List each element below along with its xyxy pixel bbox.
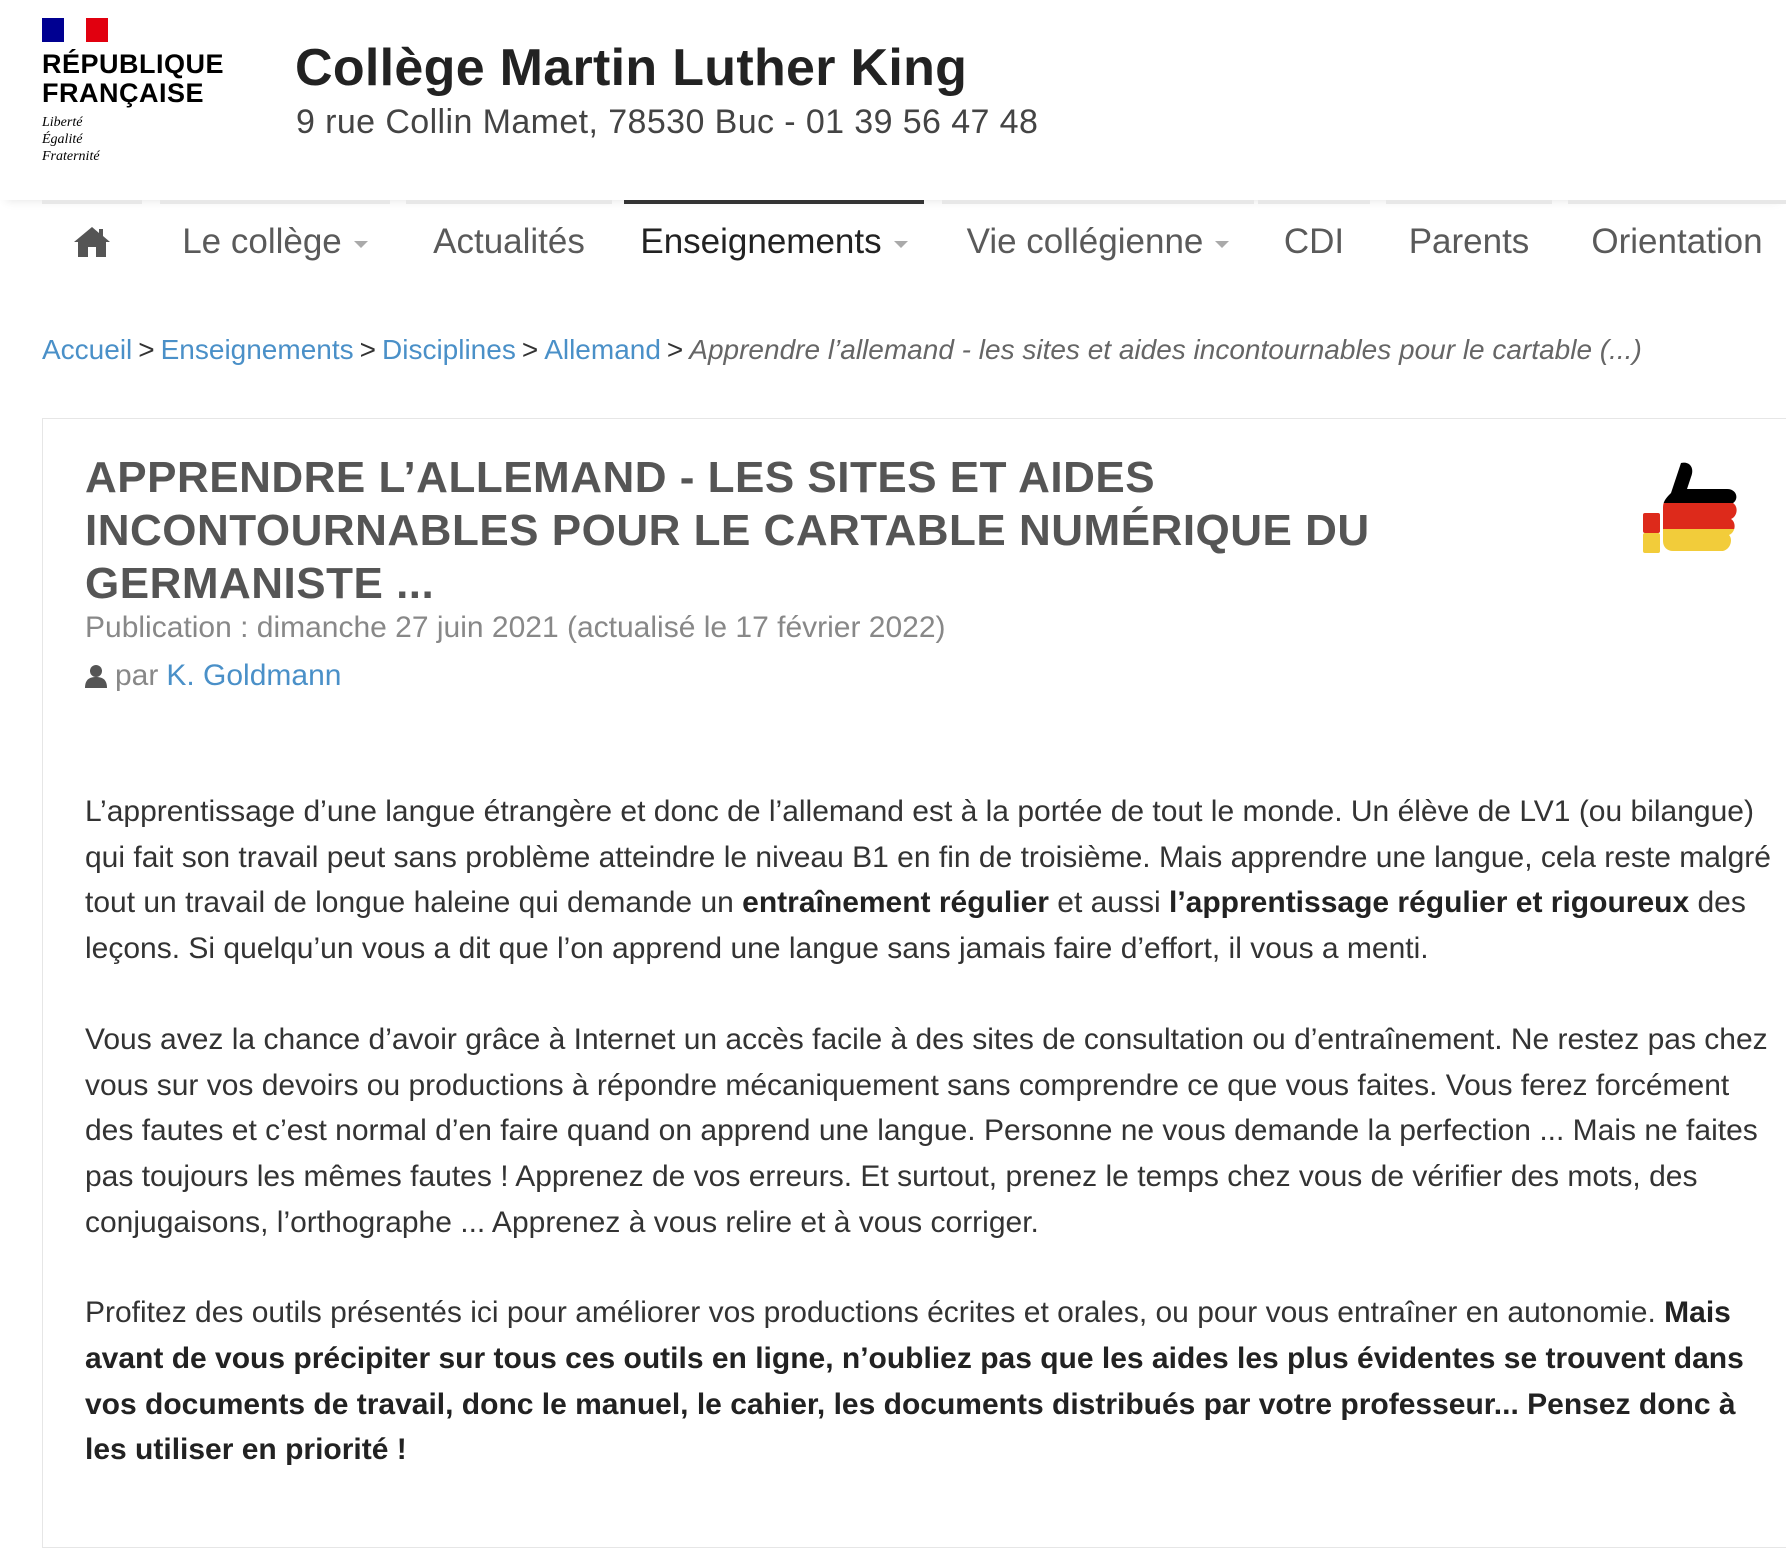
nav-actualites[interactable]: Actualités (406, 200, 612, 280)
nav-le-college[interactable]: Le collège (160, 200, 390, 280)
paragraph-2: Vous avez la chance d’avoir grâce à Internet un accès facile à des sites de consultation ou d’entraînement. Ne restez pas chez vous sur vos devoirs ou productions à répondre mécaniquement sans comprendre ce que vous faites. Vous ferez forcément des fautes et c’est normal d’en faire quand on apprend une langue. Personne ne vous demande la perfection ... Mais ne faites pas toujours les mêmes fautes ! Apprenez de vos erreurs. Et surtout, prenez le temps chez vous de vérifier des mots, des conjugaisons, l’orthographe ... Apprenez à vous relire et à vous corriger. (85, 1022, 1768, 1239)
devise: Liberté Égalité Fraternité (42, 115, 100, 164)
author-line: par K. Goldmann (85, 659, 341, 693)
publication-date: Publication : dimanche 27 juin 2021 (actualisé le 17 février 2022) (85, 611, 946, 644)
breadcrumb-disciplines[interactable]: Disciplines (382, 334, 516, 365)
nav-orientation[interactable]: Orientation (1568, 200, 1786, 280)
breadcrumb-current: Apprendre l’allemand - les sites et aides incontournables pour le cartable (...) (689, 334, 1642, 365)
nav-parents[interactable]: Parents (1386, 200, 1552, 280)
main-nav (0, 200, 1786, 280)
nav-cdi[interactable]: CDI (1258, 200, 1370, 280)
breadcrumb: Accueil > Enseignements > Disciplines > Allemand > Apprendre l’allemand - les sites et aides incontournables pour le cartable (...) (42, 334, 1642, 365)
author-link[interactable]: K. Goldmann (166, 659, 342, 692)
user-icon (85, 664, 107, 688)
paragraph-3: Profitez des outils présentés ici pour améliorer vos productions écrites et orales, ou pour vous entraîner en autonomie. Mais avant de vous précipiter sur tous ces outils en ligne, n’oubliez pas que les aides les plus évidentes se trouvent dans vos documents de travail, donc le manuel, le cahier, les documents distribués par votre professeur... Pensez donc à les utiliser en priorité ! (85, 1296, 1744, 1467)
chevron-down-icon (1215, 241, 1229, 248)
rf-text: RÉPUBLIQUE FRANÇAISE (42, 49, 225, 108)
german-flag-thumbs-up-icon (1643, 459, 1743, 565)
nav-vie-collegienne[interactable]: Vie collégienne (942, 200, 1254, 280)
breadcrumb-allemand[interactable]: Allemand (544, 334, 661, 365)
breadcrumb-enseignements[interactable]: Enseignements (160, 334, 354, 365)
site-address: 9 rue Collin Mamet, 78530 Buc - 01 39 56 47 48 (296, 103, 1039, 141)
article (42, 418, 1786, 1548)
flag-icon (42, 18, 108, 42)
article-title: APPRENDRE L’ALLEMAND - LES SITES ET AIDES INCONTOURNABLES POUR LE CARTABLE NUMÉRIQUE DU GERMANISTE ... (85, 453, 1370, 608)
republique-francaise-logo[interactable] (42, 18, 225, 165)
nav-home[interactable] (42, 200, 142, 280)
article-body (85, 789, 1775, 1518)
home-icon (72, 225, 112, 259)
chevron-down-icon (354, 241, 368, 248)
site-title[interactable]: Collège Martin Luther King (295, 39, 968, 97)
nav-enseignements[interactable]: Enseignements (624, 200, 924, 280)
site-header (0, 0, 1786, 200)
paragraph-1: L’apprentissage d’une langue étrangère et donc de l’allemand est à la portée de tout le monde. Un élève de LV1 (ou bilangue) qui fait son travail peut sans problème atteindre le niveau B1 en fin de troisième. Mais apprendre une langue, cela reste malgré tout un travail de longue haleine qui demande un entraînement régulier et aussi l’apprentissage régulier et rigoureux des leçons. Si quelqu’un vous a dit que l’on apprend une langue sans jamais faire d’effort, il vous a menti. (85, 795, 1771, 966)
chevron-down-icon (894, 241, 908, 248)
breadcrumb-accueil[interactable]: Accueil (42, 334, 133, 365)
